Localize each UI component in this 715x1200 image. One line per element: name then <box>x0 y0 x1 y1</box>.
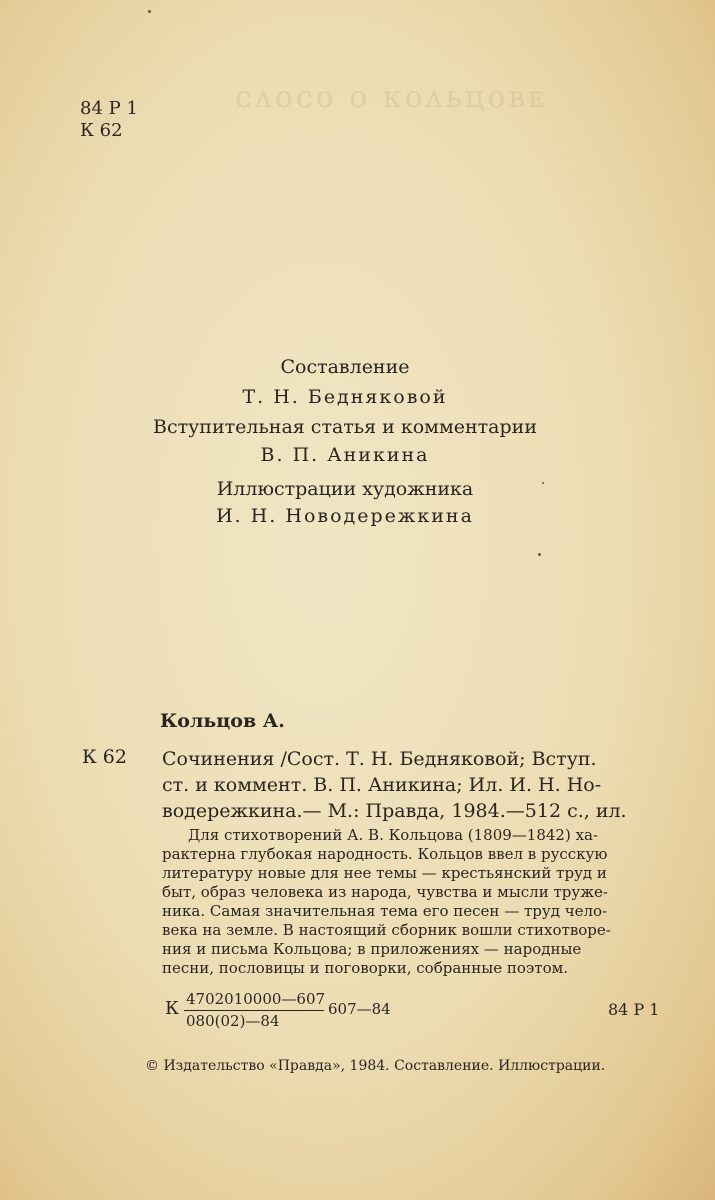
annotation-line: песни, пословицы и поговорки, собранные поэтом. <box>162 959 569 977</box>
compiler-name: Т. Н. Бедняковой <box>242 386 448 408</box>
intro-author: В. П. Аникина <box>260 444 430 466</box>
catalog-code-line2: К 62 <box>80 120 123 141</box>
annotation-line: ника. Самая значительная тема его песен — труд чело- <box>162 902 608 920</box>
show-through-text: ᴄᴧᴏᴄᴏ ᴏ ᴋᴏᴧьцᴏʙᴇ <box>235 80 548 115</box>
index-numerator: 4702010000—607 <box>186 990 326 1008</box>
title-line: Сочинения /Сост. Т. Н. Бедняковой; Вступ. <box>162 748 597 770</box>
index-denominator: 080(02)—84 <box>186 1012 280 1030</box>
annotation-line: ния и письма Кольцова; в приложениях — народные <box>162 940 582 958</box>
paper-speck <box>542 482 544 484</box>
annotation-line: Для стихотворений А. В. Кольцова (1809—1842) ха- <box>188 826 599 844</box>
annotation-line: века на земле. В настоящий сборник вошли стихотворе- <box>162 921 611 939</box>
title-line: ст. и коммент. В. П. Аникина; Ил. И. Н. Но- <box>162 774 602 796</box>
paper-speck <box>538 553 541 556</box>
catalog-code-line1: 84 Р 1 <box>80 98 138 119</box>
annotation-line: быт, образ человека из народа, чувства и мысли труже- <box>162 883 608 901</box>
record-author: Кольцов А. <box>160 710 285 732</box>
bibliographic-description <box>162 746 662 824</box>
compilation-label: Составление <box>280 356 410 378</box>
index-suffix: 607—84 <box>328 1000 391 1018</box>
copyright-notice: © Издательство «Правда», 1984. Составление. Иллюстрации. <box>145 1058 606 1074</box>
illustrator-name: И. Н. Новодережкина <box>216 505 474 527</box>
title-line: водережкина.— М.: Правда, 1984.—512 с., ил. <box>162 800 627 822</box>
index-prefix: К <box>165 998 179 1019</box>
illustrations-label: Иллюстрации художника <box>216 478 474 500</box>
annotation-line: литературу новые для нее темы — крестьянский труд и <box>162 864 607 882</box>
bbk-code: 84 Р 1 <box>608 1000 660 1019</box>
intro-label: Вступительная статья и комментарии <box>153 416 537 438</box>
record-shelfmark: К 62 <box>82 746 127 768</box>
catalog-codes <box>80 98 138 142</box>
annotation-line: рактерна глубокая народность. Кольцов ввел в русскую <box>162 845 608 863</box>
fraction-bar <box>184 1010 324 1011</box>
paper-speck <box>148 10 151 13</box>
annotation <box>162 826 664 978</box>
